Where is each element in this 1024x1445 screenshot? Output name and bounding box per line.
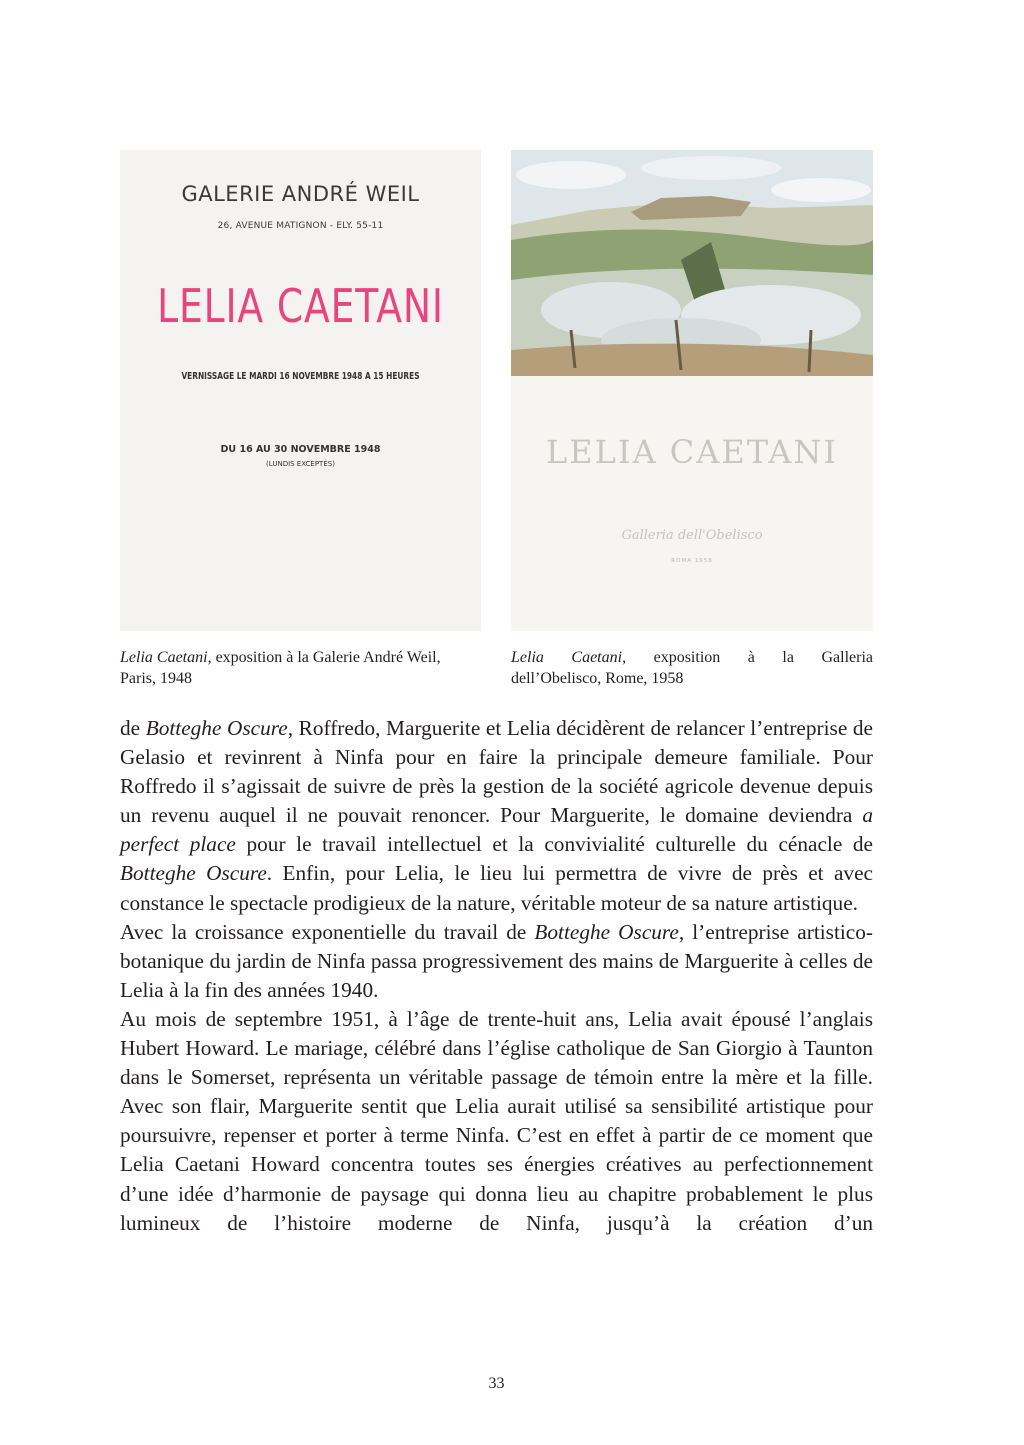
caption-rome <box>511 647 873 689</box>
poster-dates: DU 16 AU 30 NOVEMBRE 1948 <box>220 444 381 455</box>
text-run: de <box>120 716 146 740</box>
poster-note: (LUNDIS EXCEPTÉS) <box>266 460 335 468</box>
poster-vernissage: VERNISSAGE LE MARDI 16 NOVEMBRE 1948 A 15 HEURES <box>181 371 420 382</box>
poster-gallery-signature: Galleria dell'Obelisco <box>621 528 763 543</box>
caption-title: Lelia Caetani <box>511 649 623 666</box>
paragraph <box>120 918 873 1005</box>
caption-line1 <box>511 647 873 668</box>
exhibition-poster-paris <box>120 150 481 631</box>
poster-gallery-address: 26, AVENUE MATIGNON - ELY. 55-11 <box>217 221 384 231</box>
text-run: , Roffredo, Marguerite et Lelia décidèrent de relancer l’entreprise de Gelasio et revinrent à Ninfa pour en faire la principale demeure familiale. Pour Roffredo il s’agissait de suivre de près la gestion de la société agricole devenue depuis un revenu auquel il ne pouvait renoncer. Pour Marguerite, le domaine deviendra <box>120 716 873 828</box>
journal-title: Botteghe Oscure <box>145 716 288 740</box>
body-text <box>120 714 873 1238</box>
text-run: . Enfin, pour Lelia, le lieu lui permettra de vivre de près et avec constance le spectacle prodigieux de la nature, véritable moteur de sa nature artistique. <box>120 861 873 915</box>
caption-title: Lelia Caetani <box>120 649 208 666</box>
journal-title: Botteghe Oscure <box>120 861 267 886</box>
paragraph <box>120 714 873 918</box>
caption-line2: dell’Obelisco, Rome, 1958 <box>511 670 684 687</box>
exhibition-poster-rome <box>511 150 873 631</box>
caption-text: , exposition à la Galleria <box>622 649 873 666</box>
journal-title: Botteghe Oscure <box>534 919 679 944</box>
page-number: 33 <box>488 1375 505 1392</box>
poster-gallery-name: GALERIE ANDRÉ WEIL <box>181 182 420 206</box>
caption-paris <box>120 647 482 689</box>
caption-text: , exposition à la Galerie André Weil, <box>207 649 441 666</box>
poster-artist-name: LELIA CAETANI <box>157 279 444 333</box>
caption-line2: Paris, 1948 <box>120 670 192 687</box>
paragraph: Au mois de septembre 1951, à l’âge de trente-huit ans, Lelia avait épousé l’anglais Hubert Howard. Le mariage, célébré dans l’église catholique de San Giorgio à Taunton dans le Somerset, représenta un véritable passage de témoin entre la mère et la fille. Avec son flair, Marguerite sentit que Lelia aurait utilisé sa sensibilité artistique pour poursuivre, repenser et porter à terme Ninfa. C’est en effet à partir de ce moment que Lelia Caetani Howard concentra toutes ses énergies créatives au perfectionnement d’une idée d’harmonie de paysage qui donna lieu au chapitre probablement le plus lumineux de l’histoire moderne de Ninfa, jusqu’à la création d’un <box>120 1006 873 1235</box>
poster-artist-name-rome: LELIA CAETANI <box>545 433 839 471</box>
poster-city-year: ROMA 1958 <box>671 558 713 564</box>
text-run: pour le travail intellectuel et la convivialité culturelle du cénacle de <box>235 832 873 857</box>
text-run: , l’entreprise artistico-botanique du jardin de Ninfa passa progressivement des mains de Marguerite à celles de Lelia à la fin des années 1940. <box>120 919 873 1002</box>
landscape-painting <box>511 150 873 376</box>
phrase-emphasis: a perfect place <box>120 803 873 857</box>
text-run: Avec la croissance exponentielle du travail de <box>120 919 535 944</box>
